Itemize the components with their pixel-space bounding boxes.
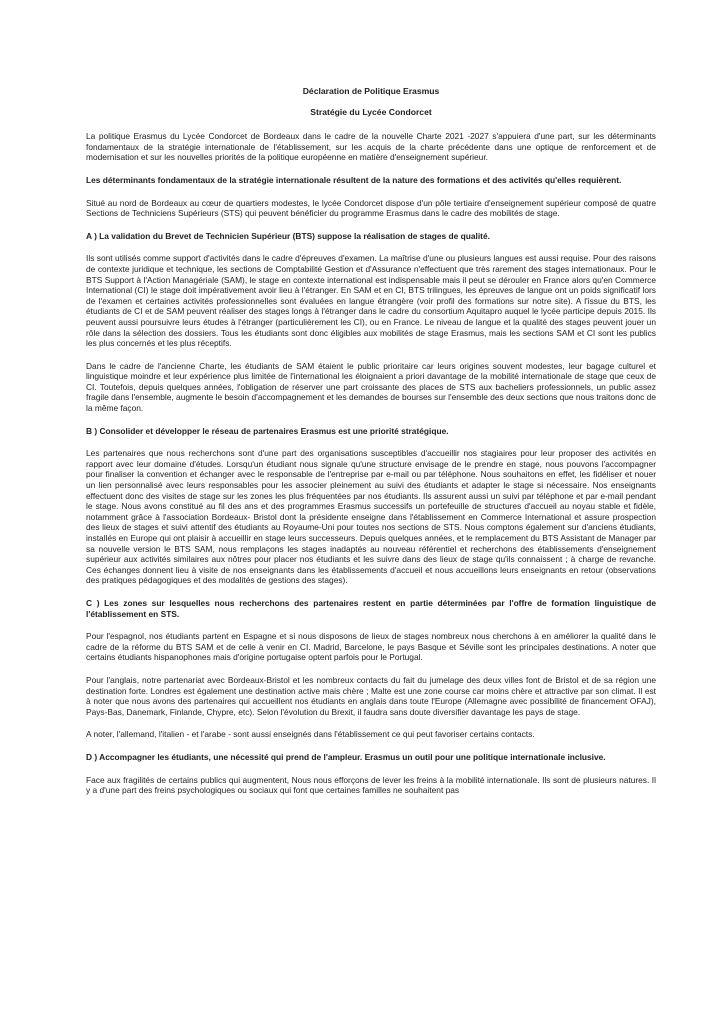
intro-paragraph: La politique Erasmus du Lycée Condorcet de Bordeaux dans le cadre de la nouvelle Charte 2021 -2027 s'appuiera d'une part, sur les déterminants fondamentaux de la stratégie internationale de l'établissement, sur les acquis de la charte précédente dans une optique de renforcement et de modernisation et sur les nouvelles priorités de la politique européenne en matière d'enseignement supérieur. (86, 131, 656, 163)
section-b-heading: B ) Consolider et développer le réseau de partenaires Erasmus est une priorité stratégique. (86, 425, 449, 436)
section-c-paragraph-1: Pour l'espagnol, nos étudiants partent en Espagne et si nous disposons de lieux de stages nombreux nous cherchons à en améliorer la qualité dans le cadre de la réforme du BTS SAM et de celle à venir en CI. Madrid, Barcelone, le pays Basque et Séville sont les principales destinations. A noter que certains étudiants hispanophones mais d'origine portugaise optent parfois pour le Portugal. (86, 631, 656, 663)
document-subtitle: Stratégie du Lycée Condorcet (310, 106, 432, 117)
section-a-paragraph-2: Dans le cadre de l'ancienne Charte, les étudiants de SAM étaient le public prioritaire car leurs origines souvent modestes, leur bagage culturel et linguistique moindre et leur expérience plus limitée de l'international les éloignaient a priori davantage de la mobilité internationale de stage que ceux de CI. Toutefois, depuis quelques années, l'obligation de réserver une part croissante des places de STS aux bacheliers professionnels, un public assez fragile dans l'ensemble, augmente le besoin d'accompagnement et les demandes de bourses sur l'ensemble des deux sections que nous traitons donc de la même façon. (86, 360, 656, 414)
lead-heading: Les déterminants fondamentaux de la stratégie internationale résultent de la nature des formations et des activités qu'elles requièrent. (86, 174, 622, 185)
section-d-heading: D ) Accompagner les étudiants, une nécessité qui prend de l'ampleur. Erasmus un outil pour une politique internationale inclusive. (86, 751, 606, 762)
section-c-paragraph-3: A noter, l'allemand, l'italien - et l'arabe - sont aussi enseignés dans l'établissement ce qui peut favoriser certains contacts. (86, 729, 535, 740)
section-c-heading: C ) Les zones sur lesquelles nous recherchons des partenaires restent en partie déterminées par l'offre de formation linguistique de l'établissement en STS. (86, 597, 656, 619)
document-title: Déclaration de Politique Erasmus (302, 86, 440, 96)
lead-paragraph: Situé au nord de Bordeaux au cœur de quartiers modestes, le lycée Condorcet dispose d'un pôle tertiaire d'enseignement supérieur composé de quatre Sections de Techniciens Supérieurs (STS) qui peuvent bénéficier du programme Erasmus dans le cadre des mobilités de stage. (86, 197, 656, 219)
section-a-paragraph-1: Ils sont utilisés comme support d'activités dans le cadre d'épreuves d'examen. La maîtrise d'une ou plusieurs langues est aussi requise. Pour des raisons de contexte juridique et technique, les sections de Comptabilité Gestion et d'Assurance n'effectuent que très rarement des stages internationaux. Pour le BTS Support à l'Action Managériale (SAM), le stage en contexte international est indispensable mais il peut se dérouler en France alors qu'en Commerce International (CI) le stage doit impérativement avoir lieu à l'étranger. En SAM et en CI, BTS trilingues, les épreuves de langue ont un poids significatif lors de l'examen et certaines activités professionnelles sont évaluées en langue étrangère (voir profil des formations sur notre site). A l'issue du BTS, les étudiants de CI et de SAM peuvent réaliser des stages longs à l'étranger dans le cadre du consortium Aquitapro auquel le lycée participe depuis 2015. Ils peuvent aussi poursuivre leurs études à l'étranger (particulièrement les CI), ou en France. Le niveau de langue et la qualité des stages peuvent jouer un rôle dans la sélection des dossiers. Tous les étudiants sont donc éligibles aux mobilités de stage Erasmus, mais les sections SAM et CI sont les publics les plus concernés et les plus réceptifs. (86, 253, 656, 349)
section-c-paragraph-2: Pour l'anglais, notre partenariat avec Bordeaux-Bristol et les nombreux contacts du fait du jumelage des deux villes font de Bristol et de sa région une destination forte. Londres est également une destination active mais chère ; Malte est une zone course car moins chère et attractive par son climat. Il est à noter que nous avons des partenaires qui accueillent nos étudiants en anglais dans toute l'Europe (Allemagne avec possibilité de financement OFAJ), Pays-Bas, Danemark, Finlande, Chypre, etc). Selon l'évolution du Brexit, il faudra sans doute diversifier davantage les pays de stage. (86, 674, 656, 717)
section-d-paragraph-1: Face aux fragilités de certains publics qui augmentent, Nous nous efforçons de lever les freins à la mobilité internationale. Ils sont de plusieurs natures. Il y a d'une part des freins psychologiques ou sociaux qui font que certaines familles ne souhaitent pas (86, 774, 656, 796)
section-b-paragraph-1: Les partenaires que nous recherchons sont d'une part des organisations susceptibles d'accueillir nos stagiaires pour leur proposer des activités en rapport avec leur domaine d'études. Lorsqu'un étudiant nous signale qu'une structure envisage de le prendre en stage, nous pouvons l'accompagner pour finaliser la convention et échanger avec le responsable de l'entreprise par e-mail ou par téléphone. Nous souhaitons en effet, les fidéliser et nouer un lien personnalisé avec leurs responsables pour les associer pleinement au suivi des étudiants et adapter le stage si nécessaire. Nos enseignants effectuent donc des visites de stage sur les zones les plus fréquentées par nos étudiants. Ils assurent aussi un suivi par téléphone et par e-mail pendant le stage. Nous avons constitué au fil des ans et des programmes Erasmus successifs un portefeuille de structures d'accueil au noyau stable et fidèle, notamment grâce à l'association Bordeaux- Bristol dont la présidente enseigne dans l'établissement en Commerce International et assure prospection des lieux de stages et suivi attentif des étudiants au Royaume-Uni pour toutes nos sections de STS. Nous comptons également sur d'anciens étudiants, installés en Europe qui ont plaisir à accueillir en stage leurs successeurs. Depuis quelques années, et le remplacement du BTS Assistant de Manager par sa nouvelle version le BTS SAM, nous remplaçons les stages inadaptés au nouveau référentiel et recherchons des établissements d'enseignement supérieur aux activités similaires aux nôtres pour placer nos étudiants et les suivre dans des lieux de stage qu'ils connaissent ; à charge de revanche. Ces échanges donnent lieu à visite de nos enseignants dans les établissements d'accueil et nous accueillons leurs enseignants en retour (observations des pratiques pédagogiques et des modalités de gestions des stages). (86, 448, 656, 586)
section-a-heading: A ) La validation du Brevet de Technicien Supérieur (BTS) suppose la réalisation de stages de qualité. (86, 230, 490, 241)
